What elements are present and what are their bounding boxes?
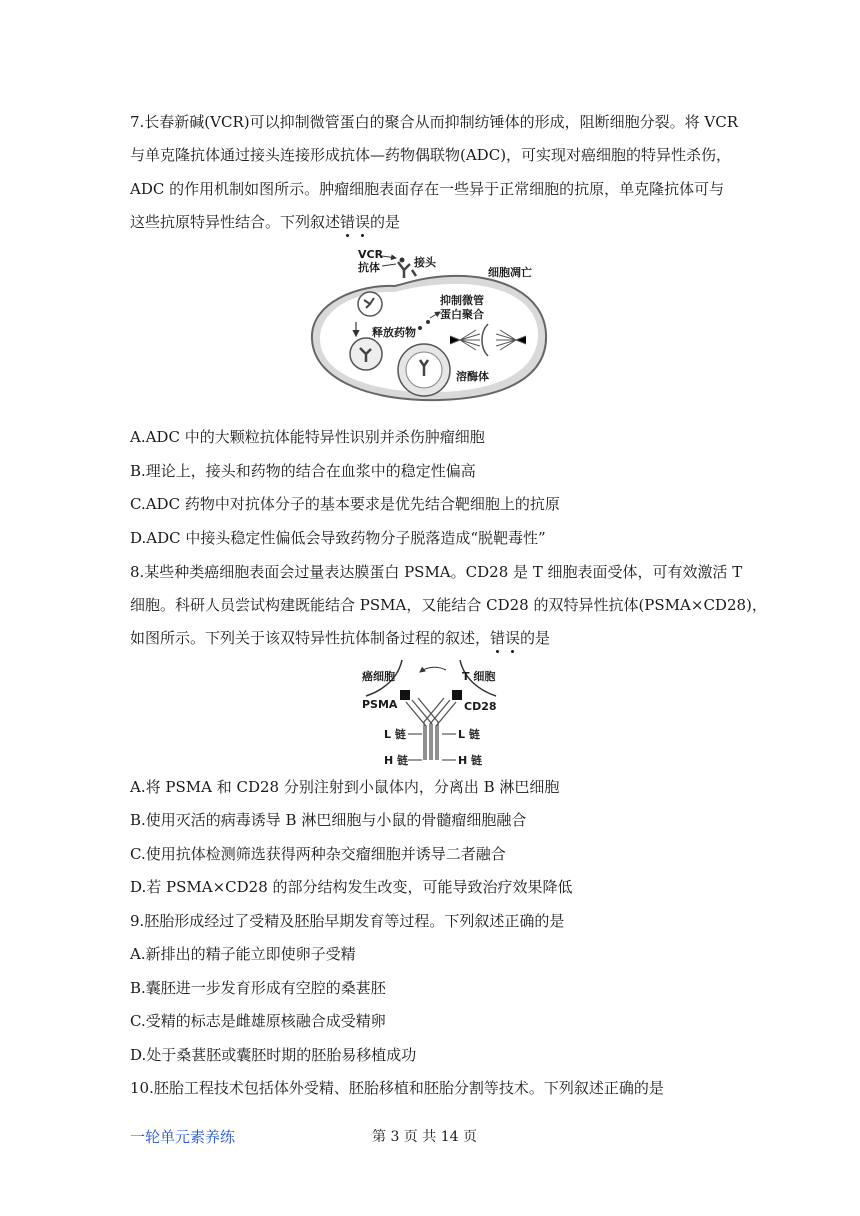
q7-option-a: A.ADC 中的大颗粒抗体能特异性识别并杀伤肿瘤细胞 — [130, 428, 485, 446]
q8-option-d: D.若 PSMA×CD28 的部分结构发生改变，可能导致治疗效果降低 — [130, 878, 573, 896]
label-inhibit-line-2: 蛋白聚合 — [440, 308, 484, 321]
label-h-chain-right: H 链 — [458, 754, 483, 767]
q8-stem-line-3 — [130, 628, 550, 648]
q7-stem-prefix: 这些抗原特异性结合。下列叙述 — [130, 213, 341, 231]
q8-emphasis — [490, 628, 520, 648]
q8-stem-line-2: 细胞。科研人员尝试构建既能结合 PSMA，又能结合 CD28 的双特异性抗体(PSMA×CD28)， — [130, 596, 767, 614]
q7-stem-line-1: 7.长春新碱(VCR)可以抑制微管蛋白的聚合从而抑制纺锤体的形成，阻断细胞分裂。将 VCR — [130, 113, 738, 131]
q7-emphasis-char-1: 错 — [340, 213, 356, 231]
q8-stem-line-1: 8.某些种类癌细胞表面会过量表达膜蛋白 PSMA。CD28 是 T 细胞表面受体，可有效激活 T — [130, 563, 743, 581]
q9-option-a: A.新排出的精子能立即使卵子受精 — [130, 945, 356, 963]
q9-option-b: B.囊胚进一步发育形成有空腔的桑葚胚 — [130, 979, 386, 997]
label-l-chain-right: L 链 — [458, 728, 480, 741]
q10-stem: 10.胚胎工程技术包括体外受精、胚胎移植和胚胎分割等技术。下列叙述正确的是 — [130, 1079, 664, 1097]
label-lysosome: 溶酶体 — [456, 370, 489, 383]
label-apoptosis: 细胞凋亡 — [488, 266, 532, 279]
bispecific-antibody-figure — [356, 656, 506, 770]
q8-stem-suffix: 的是 — [520, 629, 551, 647]
q7-stem-suffix: 的是 — [370, 213, 401, 231]
q8-emphasis-char-2: 误 — [505, 629, 521, 647]
q7-option-b: B.理论上，接头和药物的结合在血浆中的稳定性偏高 — [130, 462, 476, 480]
q7-emphasis-char-2: 误 — [355, 213, 371, 231]
psma-receptor — [400, 690, 410, 700]
label-vcr: VCR — [358, 248, 384, 261]
q8-option-c: C.使用抗体检测筛选获得两种杂交瘤细胞并诱导二者融合 — [130, 845, 506, 863]
q9-stem: 9.胚胎形成经过了受精及胚胎早期发育等过程。下列叙述正确的是 — [130, 912, 565, 930]
q7-emphasis — [340, 212, 370, 232]
q8-stem-prefix: 如图所示。下列关于该双特异性抗体制备过程的叙述， — [130, 629, 491, 647]
q8-option-b: B.使用灭活的病毒诱导 B 淋巴细胞与小鼠的骨髓瘤细胞融合 — [130, 811, 527, 829]
footer-series-title: 一轮单元素养练 — [130, 1128, 236, 1146]
q7-option-c: C.ADC 药物中对抗体分子的基本要求是优先结合靶细胞上的抗原 — [130, 495, 560, 513]
q8-emphasis-char-1: 错 — [490, 629, 506, 647]
label-linker: 接头 — [414, 256, 436, 269]
label-h-chain-left: H 链 — [384, 754, 409, 767]
label-cd28: CD28 — [464, 700, 497, 713]
cd28-receptor — [452, 690, 462, 700]
q7-stem-line-2: 与单克隆抗体通过接头连接形成抗体—药物偶联物(ADC)，可实现对癌细胞的特异性杀伤， — [130, 146, 732, 164]
q8-option-a: A.将 PSMA 和 CD28 分别注射到小鼠体内，分离出 B 淋巴细胞 — [130, 778, 560, 796]
q7-stem-line-3: ADC 的作用机制如图所示。肿瘤细胞表面存在一些异于正常细胞的抗原，单克隆抗体可与 — [130, 180, 725, 198]
label-psma: PSMA — [362, 698, 398, 711]
label-l-chain-left: L 链 — [384, 728, 406, 741]
q7-stem-line-4 — [130, 212, 400, 232]
antibody-structure — [406, 698, 456, 760]
label-cancer-cell: 癌细胞 — [362, 670, 395, 683]
label-release-drug: 释放药物 — [372, 326, 416, 339]
label-inhibit-line-1: 抑制微管 — [440, 294, 484, 307]
adc-mechanism-figure — [300, 244, 550, 408]
q9-option-c: C.受精的标志是雌雄原核融合成受精卵 — [130, 1012, 386, 1030]
label-antibody: 抗体 — [358, 261, 380, 274]
footer-page-number: 第 3 页 共 14 页 — [372, 1129, 477, 1145]
q9-option-d: D.处于桑葚胚或囊胚时期的胚胎易移植成功 — [130, 1046, 417, 1064]
q7-option-d: D.ADC 中接头稳定性偏低会导致药物分子脱落造成“脱靶毒性” — [130, 529, 546, 547]
label-t-cell: T 细胞 — [462, 670, 496, 683]
